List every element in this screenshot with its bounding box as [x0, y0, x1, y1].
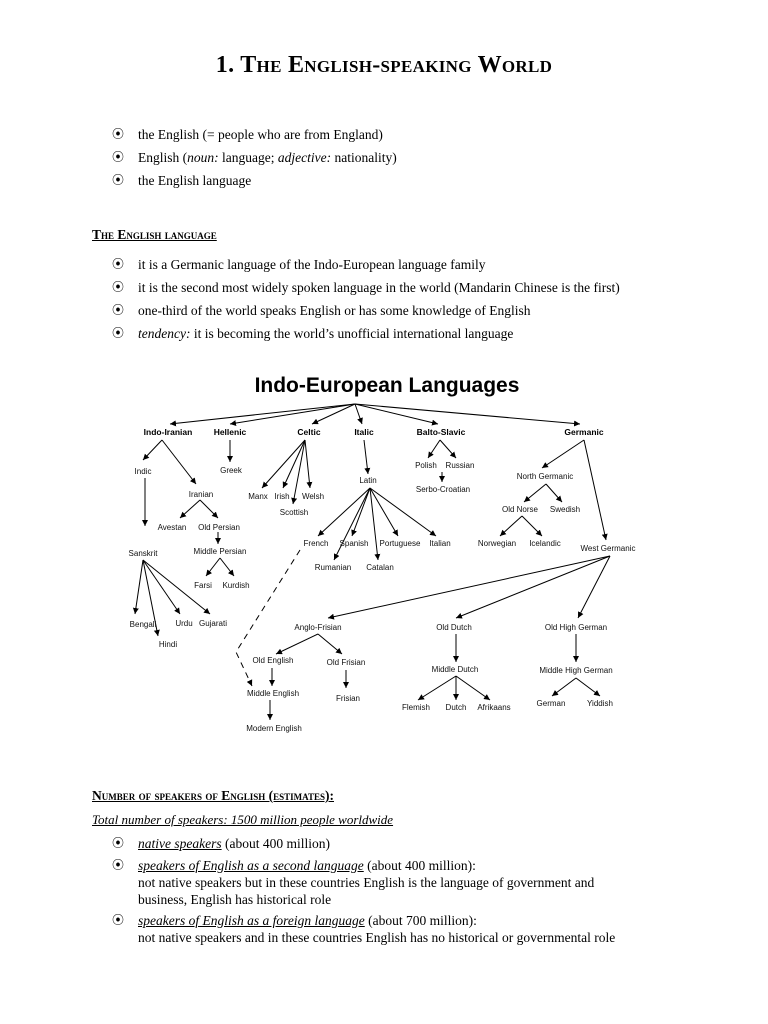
bullet-text: it is the second most widely spoken language in the world (Mandarin Chinese is the first) — [138, 280, 620, 295]
node-label: Anglo-Frisian — [294, 623, 342, 632]
node-label: Scottish — [279, 508, 309, 517]
node-label: Old Dutch — [436, 623, 472, 632]
node-label: Middle English — [246, 689, 300, 698]
list-item — [112, 149, 397, 166]
list-item — [112, 857, 594, 908]
node-label: Kurdish — [222, 581, 250, 590]
node-label: Rumanian — [314, 563, 352, 572]
list-item — [112, 126, 383, 143]
node-label: Italian — [429, 539, 451, 548]
bullet-text: tendency: it is becoming the world’s unofficial international language — [138, 326, 514, 341]
node-label: Russian — [445, 461, 475, 470]
node-label: Old Persian — [198, 523, 240, 532]
node-label: West Germanic — [580, 544, 636, 553]
node-label: Old English — [252, 656, 294, 665]
bullet-text: native speakers (about 400 million) — [138, 836, 330, 851]
node-label: Greek — [220, 466, 242, 475]
node-label: Irish — [274, 492, 290, 501]
branch-label: Italic — [354, 427, 374, 437]
node-label: Old Norse — [501, 505, 539, 514]
branch-label: Hellenic — [213, 427, 247, 437]
bullet-text: the English language — [138, 173, 252, 188]
bullet-icon: ⦿ — [112, 858, 125, 872]
node-label: Modern English — [246, 724, 302, 733]
branch-label: Balto-Slavic — [416, 427, 466, 437]
node-label: Catalan — [366, 563, 394, 572]
bullet-icon: ⦿ — [112, 257, 125, 271]
list-item — [112, 302, 531, 319]
list-item — [112, 279, 620, 296]
bullet-icon: ⦿ — [112, 127, 125, 141]
node-label: Middle High German — [539, 666, 613, 675]
total-speakers-line: Total number of speakers: 1500 million people worldwide — [92, 812, 394, 827]
bullet-icon: ⦿ — [112, 173, 125, 187]
bullet-icon: ⦿ — [112, 280, 125, 294]
node-label: Sanskrit — [128, 549, 158, 558]
node-label: Old Frisian — [326, 658, 366, 667]
diagram-title: Indo-European Languages — [254, 374, 520, 397]
node-label: Welsh — [301, 492, 325, 501]
bullet-icon: ⦿ — [112, 836, 125, 850]
node-label: Indic — [134, 467, 152, 476]
node-label: Dutch — [445, 703, 467, 712]
node-label: French — [303, 539, 329, 548]
list-item — [112, 835, 330, 852]
language-tree-diagram — [0, 368, 768, 748]
node-label: Farsi — [194, 581, 212, 590]
list-item — [112, 256, 486, 273]
branch-label: Indo-Iranian — [143, 427, 193, 437]
node-label: North Germanic — [516, 472, 574, 481]
bullet-text: speakers of English as a foreign language (about 700 million): not native speakers and in these countries English has no historical or governmental role — [138, 913, 616, 945]
bullet-icon: ⦿ — [112, 150, 125, 164]
node-label: Polish — [415, 461, 437, 470]
node-label: Latin — [359, 476, 377, 485]
bullet-icon: ⦿ — [112, 326, 125, 340]
branch-label: Celtic — [297, 427, 321, 437]
node-label: Swedish — [549, 505, 581, 514]
node-label: Frisian — [335, 694, 361, 703]
node-label: Spanish — [339, 539, 369, 548]
node-label: Middle Dutch — [431, 665, 479, 674]
page-title: 1. The English-speaking World — [215, 52, 553, 78]
node-label: Portuguese — [379, 539, 421, 548]
speakers-heading: Number of speakers of English (estimates): — [92, 788, 334, 803]
branch-label: Germanic — [564, 427, 604, 437]
bullet-text: speakers of English as a second language (about 400 million): not native speakers but in these countries English is the language of government and business, English has historical role — [138, 858, 595, 907]
list-item — [112, 325, 513, 342]
bullet-text: the English (= people who are from England) — [138, 127, 383, 142]
node-label: Iranian — [188, 490, 214, 499]
node-label: Hindi — [158, 640, 178, 649]
section-heading: The English language — [92, 227, 217, 242]
bullet-text: one-third of the world speaks English or has some knowledge of English — [138, 303, 531, 318]
bullet-icon: ⦿ — [112, 303, 125, 317]
node-label: Afrikaans — [477, 703, 511, 712]
node-label: Flemish — [401, 703, 431, 712]
node-label: Manx — [248, 492, 268, 501]
node-label: Urdu — [175, 619, 193, 628]
list-item — [112, 912, 615, 946]
bullet-text: English (noun: language; adjective: nationality) — [138, 150, 397, 165]
list-item — [112, 172, 251, 189]
node-label: Norwegian — [477, 539, 517, 548]
node-label: Icelandic — [529, 539, 561, 548]
node-label: Serbo-Croatian — [415, 485, 471, 494]
node-label: Old High German — [544, 623, 608, 632]
node-label: Middle Persian — [193, 547, 247, 556]
node-label: Gujarati — [198, 619, 228, 628]
bullet-text: it is a Germanic language of the Indo-European language family — [138, 257, 486, 272]
node-label: German — [536, 699, 566, 708]
node-label: Avestan — [157, 523, 187, 532]
bullet-icon: ⦿ — [112, 913, 125, 927]
node-label: Yiddish — [587, 699, 613, 708]
node-label: Bengali — [129, 620, 157, 629]
